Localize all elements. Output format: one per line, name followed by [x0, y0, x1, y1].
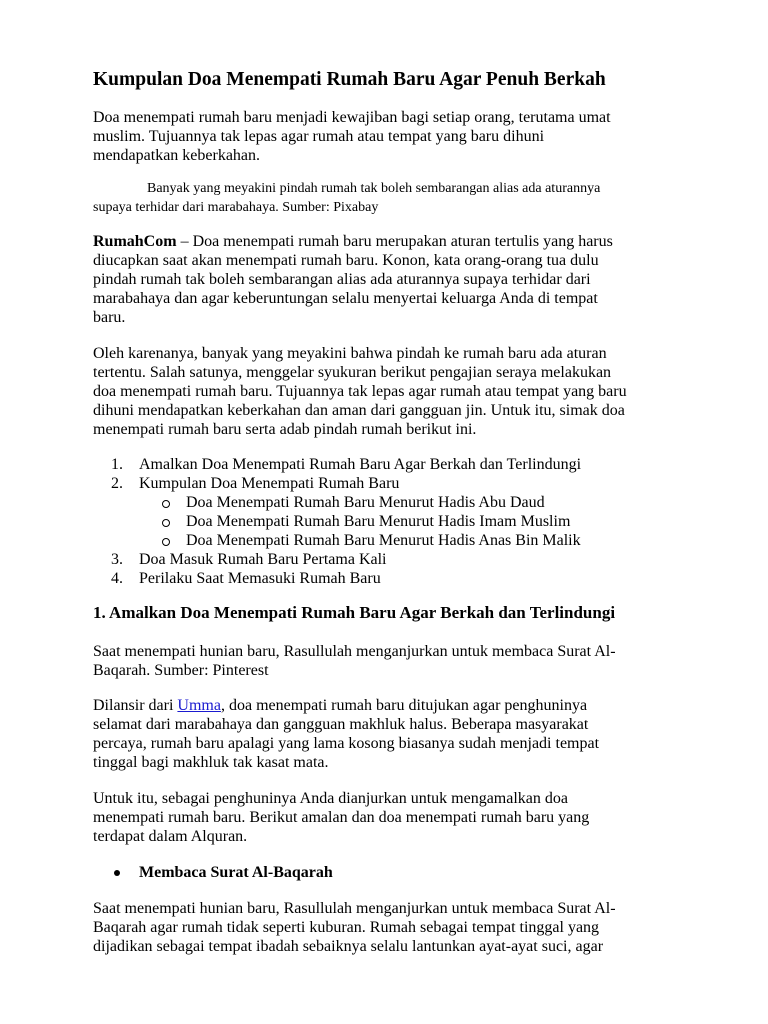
disc-bullet-icon [114, 870, 120, 876]
toc-item-label: Amalkan Doa Menempati Rumah Baru Agar Berkah dan Terlindungi [139, 456, 582, 473]
text-line: percaya, rumah baru apalagi yang lama kosong biasanya sudah menjadi tempat [93, 735, 600, 752]
text-line: mendapatkan keberkahan. [93, 147, 261, 164]
caption-line: Banyak yang meyakini pindah rumah tak boleh sembarangan alias ada aturannya [147, 181, 601, 196]
rumahcom-paragraph [93, 232, 693, 327]
list-number: 2. [111, 475, 123, 492]
list-number: 4. [111, 570, 123, 587]
text-line: dijadikan sebagai tempat ibadah sebaiknya selalu lantunkan ayat-ayat suci, agar [93, 938, 604, 955]
bullet-item-label: Membaca Surat Al-Baqarah [139, 864, 333, 881]
text-line: tertentu. Salah satunya, menggelar syukuran berikut pengajian seraya melakukan [93, 364, 612, 381]
oleh-karenanya-paragraph [93, 344, 693, 439]
caption-line: Saat menempati hunian baru, Rasullulah menganjurkan untuk membaca Surat Al- [93, 643, 616, 660]
text-line: baru. [93, 309, 126, 326]
text-line: diucapkan saat akan menempati rumah baru. Konon, kata orang-orang tua dulu [93, 252, 599, 269]
image-caption-pixabay [93, 179, 693, 217]
text-line: muslim. Tujuannya tak lepas agar rumah atau tempat yang baru dihuni [93, 128, 545, 145]
text-line: Untuk itu, sebagai penghuninya Anda dianjurkan untuk mengamalkan doa [93, 790, 568, 807]
page-title: Kumpulan Doa Menempati Rumah Baru Agar Penuh Berkah [93, 69, 606, 90]
text-line [93, 696, 693, 715]
text-line: pindah rumah tak boleh sembarangan alias ada aturannya supaya terhidar dari [93, 271, 591, 288]
umma-link[interactable]: Umma [177, 697, 221, 714]
text-line: Oleh karenanya, banyak yang meyakini bahwa pindah ke rumah baru ada aturan [93, 345, 607, 362]
list-number: 1. [111, 456, 123, 473]
text-line [93, 232, 693, 251]
text-run: – Doa menempati rumah baru merupakan aturan tertulis yang harus [176, 233, 613, 250]
toc-item-label: Doa Masuk Rumah Baru Pertama Kali [139, 551, 387, 568]
toc-item-label: Kumpulan Doa Menempati Rumah Baru [139, 475, 400, 492]
saat-menempati-paragraph [93, 899, 693, 956]
caption-line: supaya terhidar dari marabahaya. Sumber: Pixabay [93, 200, 379, 215]
text-line: Baqarah agar rumah tidak seperti kuburan. Rumah sebagai tempat tinggal yang [93, 919, 600, 936]
list-number: 3. [111, 551, 123, 568]
circle-bullet-icon [162, 519, 170, 527]
source-name: RumahCom [93, 233, 177, 250]
section-heading: 1. Amalkan Doa Menempati Rumah Baru Agar Berkah dan Terlindungi [93, 603, 616, 622]
untuk-itu-paragraph [93, 789, 693, 846]
dilansir-paragraph [93, 696, 693, 772]
circle-bullet-icon [162, 500, 170, 508]
image-caption-pinterest [93, 642, 693, 680]
toc-subitem-label: Doa Menempati Rumah Baru Menurut Hadis Imam Muslim [186, 513, 571, 530]
toc-subitem-label: Doa Menempati Rumah Baru Menurut Hadis Abu Daud [186, 494, 545, 511]
text-line: marabahaya dan agar keberuntungan selalu menyertai keluarga Anda di tempat [93, 290, 598, 307]
text-run: Dilansir dari [93, 697, 178, 714]
circle-bullet-icon [162, 538, 170, 546]
text-line: menempati rumah baru serta adab pindah rumah berikut ini. [93, 421, 477, 438]
text-line: Doa menempati rumah baru menjadi kewajiban bagi setiap orang, terutama umat [93, 109, 611, 126]
text-line: terdapat dalam Alquran. [93, 828, 248, 845]
text-line: doa menempati rumah baru. Tujuannya tak lepas agar rumah atau tempat yang baru [93, 383, 627, 400]
toc-item-label: Perilaku Saat Memasuki Rumah Baru [139, 570, 381, 587]
text-line: selamat dari marabahaya dan gangguan makhluk halus. Beberapa masyarakat [93, 716, 589, 733]
text-line: dihuni mendapatkan keberkahan dan aman dari gangguan jin. Untuk itu, simak doa [93, 402, 625, 419]
text-line: tinggal bagi makhluk tak kasat mata. [93, 754, 329, 771]
intro-paragraph [93, 108, 693, 165]
caption-line: Baqarah. Sumber: Pinterest [93, 662, 269, 679]
text-line: menempati rumah baru. Berikut amalan dan doa menempati rumah baru yang [93, 809, 590, 826]
text-line: Saat menempati hunian baru, Rasullulah menganjurkan untuk membaca Surat Al- [93, 900, 616, 917]
toc-subitem-label: Doa Menempati Rumah Baru Menurut Hadis Anas Bin Malik [186, 532, 581, 549]
text-run: , doa menempati rumah baru ditujukan agar penghuninya [220, 697, 588, 714]
